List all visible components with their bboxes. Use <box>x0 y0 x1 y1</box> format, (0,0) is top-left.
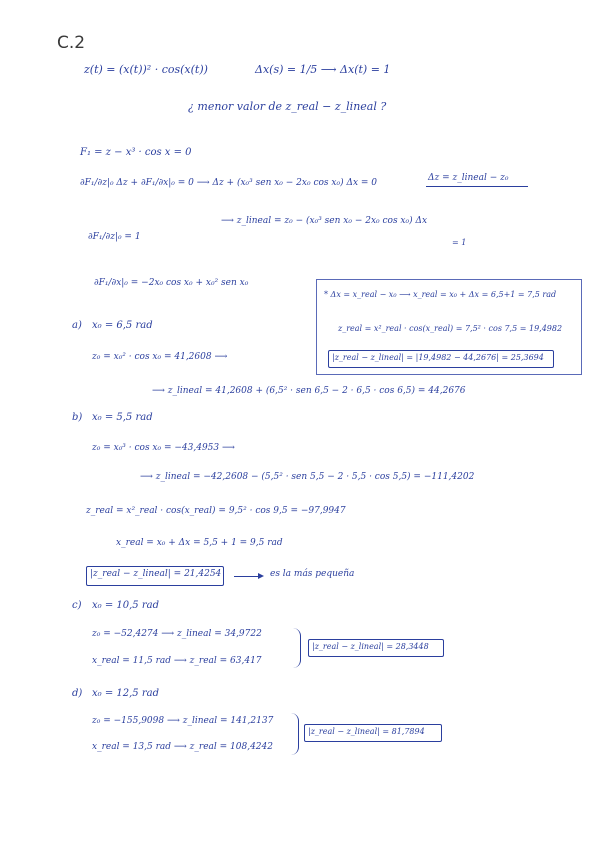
part-b-arrow <box>234 576 262 577</box>
part-c-result: |z_real − z_lineal| = 28,3448 <box>312 642 429 651</box>
total-differential: ∂F₁/∂z|₀ Δz + ∂F₁/∂x|₀ = 0 ⟶ Δz + (x₀³ sen x₀ − 2x₀ cos x₀) Δx = 0 <box>80 178 378 188</box>
linear-formula-note: = 1 <box>452 238 467 247</box>
part-c-z0: z₀ = −52,4274 ⟶ z_lineal = 34,9722 <box>92 629 262 639</box>
delta-z-note: Δz = z_lineal − z₀ <box>428 173 509 183</box>
part-d-z0: z₀ = −155,9098 ⟶ z_lineal = 141,2137 <box>92 716 274 726</box>
sidebox-line-1: * Δx = x_real − x₀ ⟶ x_real = x₀ + Δx = 6,5+1 = 7,5 rad <box>324 290 557 299</box>
part-c-x0: x₀ = 10,5 rad <box>92 600 159 611</box>
part-a-zlin: ⟶ z_lineal = 41,2608 + (6,5² · sen 6,5 − 2 · 6,5 · cos 6,5) = 44,2676 <box>152 386 466 396</box>
part-d-x0: x₀ = 12,5 rad <box>92 688 159 699</box>
part-c-label: c) <box>72 600 82 611</box>
part-a-label: a) <box>72 320 82 331</box>
part-d-result: |z_real − z_lineal| = 81,7894 <box>308 727 425 736</box>
part-b-z0: z₀ = x₀³ · cos x₀ = −43,4953 ⟶ <box>92 443 235 453</box>
linear-formula: ⟶ z_lineal = z₀ − (x₀³ sen x₀ − 2x₀ cos x₀) Δx <box>221 216 428 226</box>
part-d-xreal: x_real = 13,5 rad ⟶ z_real = 108,4242 <box>92 742 273 752</box>
note-underline <box>426 186 528 187</box>
part-d-label: d) <box>72 688 83 699</box>
part-d-brace <box>290 713 299 755</box>
part-b-xreal: x_real = x₀ + Δx = 5,5 + 1 = 9,5 rad <box>116 538 283 548</box>
part-c-xreal: x_real = 11,5 rad ⟶ z_real = 63,417 <box>92 656 262 666</box>
question-text: ¿ menor valor de z_real − z_lineal ? <box>188 100 387 113</box>
function-definition: z(t) = (x(t))² · cos(x(t)) <box>84 63 208 76</box>
delta-definition: Δx(s) = 1/5 ⟶ Δx(t) = 1 <box>255 63 391 76</box>
part-b-x0: x₀ = 5,5 rad <box>92 412 153 423</box>
partial-z: ∂F₁/∂z|₀ = 1 <box>88 232 141 242</box>
partial-x: ∂F₁/∂x|₀ = −2x₀ cos x₀ + x₀² sen x₀ <box>94 278 249 288</box>
part-a-x0: x₀ = 6,5 rad <box>92 320 153 331</box>
sidebox-line-2: z_real = x²_real · cos(x_real) = 7,5² · cos 7,5 = 19,4982 <box>338 324 563 333</box>
page-heading: C.2 <box>57 33 86 53</box>
part-b-result: |z_real − z_lineal| = 21,4254 <box>90 569 222 579</box>
part-a-z0: z₀ = x₀² · cos x₀ = 41,2608 ⟶ <box>92 352 228 362</box>
part-b-note: es la más pequeña <box>270 569 355 579</box>
implicit-function: F₁ = z − x³ · cos x = 0 <box>80 147 192 158</box>
part-b-zlin: ⟶ z_lineal = −42,2608 − (5,5² · sen 5,5 − 2 · 5,5 · cos 5,5) = −111,4202 <box>140 472 475 482</box>
sidebox-line-3: |z_real − z_lineal| = |19,4982 − 44,2676| = 25,3694 <box>332 353 544 362</box>
part-c-brace <box>292 628 301 668</box>
part-b-zreal: z_real = x²_real · cos(x_real) = 9,5² · cos 9,5 = −97,9947 <box>86 506 346 516</box>
part-b-label: b) <box>72 412 83 423</box>
